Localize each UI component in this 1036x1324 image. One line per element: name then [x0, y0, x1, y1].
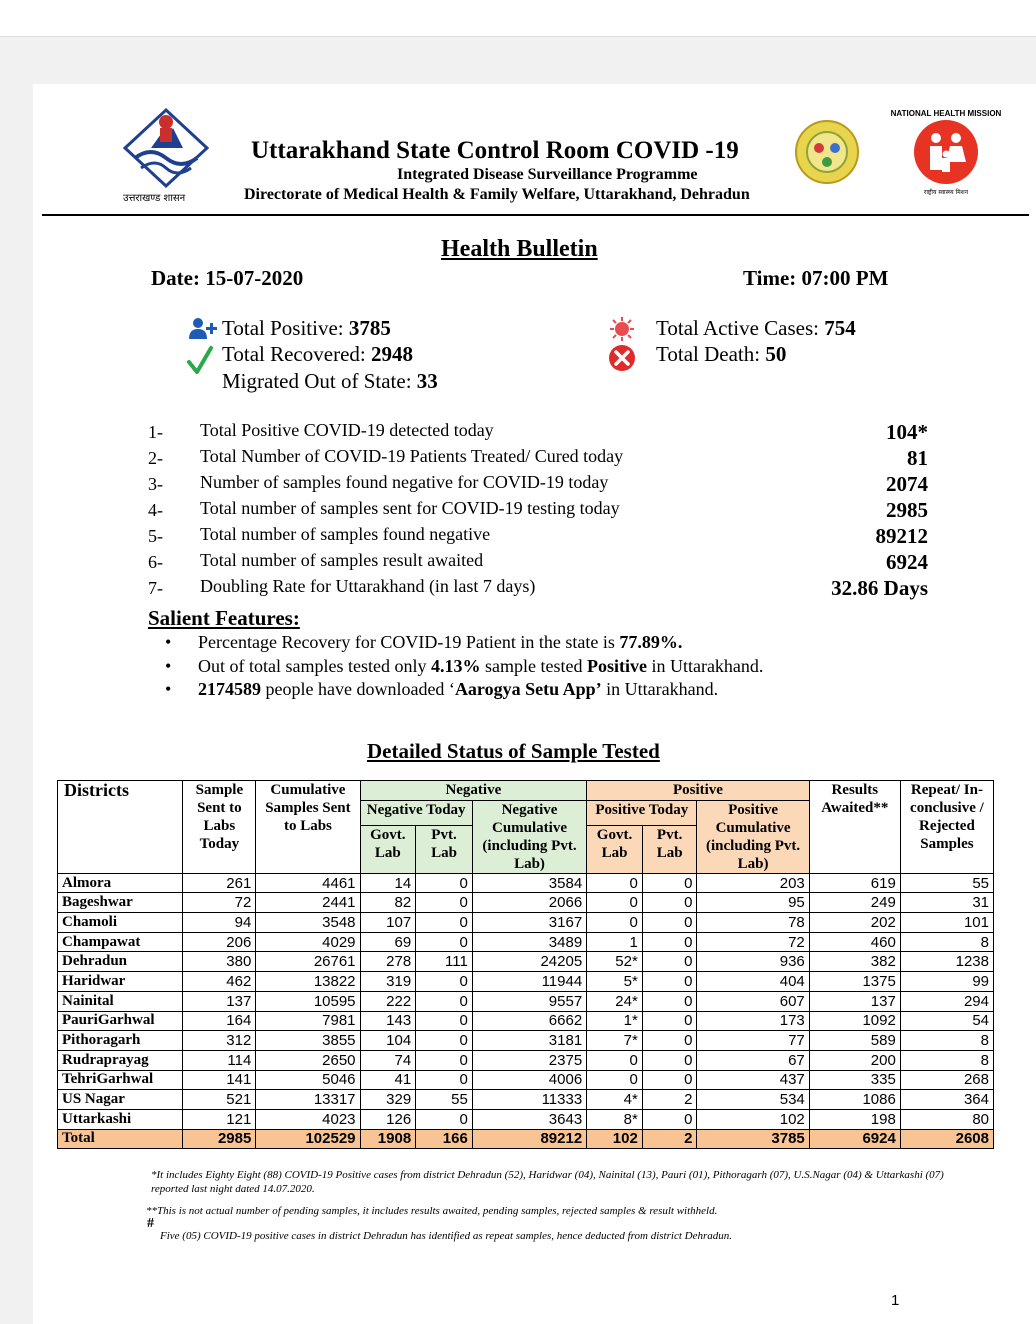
total-death-stat — [656, 342, 786, 367]
total-positive-stat — [222, 316, 391, 341]
value-cell: 141 — [183, 1070, 256, 1090]
salient-features-heading: Salient Features: — [148, 606, 300, 630]
bulletin-date: Date: 15-07-2020 — [151, 266, 304, 290]
value-cell: 0 — [642, 1109, 697, 1129]
value-cell: 222 — [360, 991, 416, 1011]
value-cell: 82 — [360, 893, 416, 913]
value-cell: 52* — [587, 952, 643, 972]
active-cases-value: 754 — [824, 316, 856, 340]
indicator-row — [148, 446, 928, 472]
value-cell: 102 — [587, 1129, 643, 1149]
bullet-text: in Uttarakhand. — [646, 655, 764, 676]
value-cell: 24205 — [472, 952, 586, 972]
district-cell: Champawat — [58, 932, 183, 952]
value-cell: 203 — [697, 873, 809, 893]
header-repeat: Repeat/ In-conclusive / Rejected Samples — [900, 781, 993, 874]
add-user-icon — [188, 317, 218, 341]
table-row — [58, 913, 994, 933]
value-cell: 2441 — [256, 893, 360, 913]
total-death-label: Total Death: — [656, 342, 766, 366]
value-cell: 0 — [587, 913, 643, 933]
value-cell: 173 — [697, 1011, 809, 1031]
value-cell: 2 — [642, 1090, 697, 1110]
bullet-text: Out of total samples tested only — [198, 655, 431, 676]
browser-top-band — [0, 0, 1036, 37]
value-cell: 3167 — [472, 913, 586, 933]
table-row — [58, 1090, 994, 1110]
bullet-bold: 4.13% — [430, 655, 481, 676]
bulletin-time: Time: 07:00 PM — [743, 266, 889, 290]
indicator-label: Total number of samples found negative — [200, 524, 491, 544]
value-cell: 10595 — [256, 991, 360, 1011]
value-cell: 164 — [183, 1011, 256, 1031]
value-cell: 24* — [587, 991, 643, 1011]
value-cell: 1* — [587, 1011, 643, 1031]
value-cell: 0 — [416, 1050, 473, 1070]
value-cell: 89212 — [472, 1129, 586, 1149]
value-cell: 3785 — [697, 1129, 809, 1149]
header-subtitle-programme: Integrated Disease Surveillance Programme — [397, 166, 698, 183]
migrated-value: 33 — [416, 369, 438, 393]
value-cell: 78 — [697, 913, 809, 933]
bulletin-heading: Health Bulletin — [441, 236, 598, 262]
footnote-double-asterisk: **This is not actual number of pending samples, it includes results awaited, pending samples, rejected samples & result withheld. — [146, 1205, 718, 1217]
value-cell: 6662 — [472, 1011, 586, 1031]
table-row — [58, 1031, 994, 1051]
header-pos-today: Positive Today — [587, 800, 697, 825]
table-body — [58, 873, 994, 1149]
indicator-label: Total Positive COVID-19 detected today — [200, 420, 494, 440]
bullet-item — [198, 632, 763, 656]
value-cell: 11333 — [472, 1090, 586, 1110]
indicator-label: Doubling Rate for Uttarakhand (in last 7 days) — [200, 576, 536, 596]
total-row — [58, 1129, 994, 1149]
indicator-value: 104* — [886, 420, 928, 444]
value-cell: 137 — [183, 991, 256, 1011]
value-cell: 0 — [642, 1070, 697, 1090]
value-cell: 94 — [183, 913, 256, 933]
value-cell: 7981 — [256, 1011, 360, 1031]
value-cell: 74 — [360, 1050, 416, 1070]
header-pos-cumulative: Positive Cumulative (including Pvt. Lab) — [697, 800, 809, 873]
value-cell: 0 — [642, 913, 697, 933]
header-results-awaited: Results Awaited** — [809, 781, 900, 874]
value-cell: 4461 — [256, 873, 360, 893]
bullet-bold: Aarogya Setu App’ — [454, 679, 602, 699]
value-cell: 0 — [642, 1050, 697, 1070]
value-cell: 4* — [587, 1090, 643, 1110]
value-cell: 55 — [900, 873, 993, 893]
value-cell: 0 — [416, 1011, 473, 1031]
value-cell: 0 — [642, 1011, 697, 1031]
value-cell: 111 — [416, 952, 473, 972]
indicator-row — [148, 498, 928, 524]
value-cell: 121 — [183, 1109, 256, 1129]
value-cell: 95 — [697, 893, 809, 913]
value-cell: 7* — [587, 1031, 643, 1051]
nhm-bottom-text: राष्ट्रीय स्वास्थ्य मिशन — [923, 189, 969, 196]
value-cell: 4006 — [472, 1070, 586, 1090]
document-page — [33, 84, 1036, 1324]
value-cell: 3181 — [472, 1031, 586, 1051]
value-cell: 55 — [416, 1090, 473, 1110]
value-cell: 0 — [642, 972, 697, 992]
total-recovered-label: Total Recovered: — [222, 342, 371, 366]
value-cell: 102 — [697, 1109, 809, 1129]
idsp-logo — [793, 118, 861, 186]
bullet-item — [198, 679, 763, 703]
total-death-value: 50 — [765, 342, 787, 366]
district-cell: Rudraprayag — [58, 1050, 183, 1070]
value-cell: 1092 — [809, 1011, 900, 1031]
table-row — [58, 1050, 994, 1070]
value-cell: 0 — [587, 1070, 643, 1090]
value-cell: 294 — [900, 991, 993, 1011]
bullet-text: in Uttarakhand. — [601, 679, 719, 699]
total-positive-label: Total Positive: — [222, 316, 349, 340]
table-row — [58, 1109, 994, 1129]
indicator-row — [148, 524, 928, 550]
value-cell: 143 — [360, 1011, 416, 1031]
value-cell: 72 — [697, 932, 809, 952]
value-cell: 26761 — [256, 952, 360, 972]
value-cell: 534 — [697, 1090, 809, 1110]
value-cell: 619 — [809, 873, 900, 893]
value-cell: 0 — [416, 932, 473, 952]
table-row — [58, 952, 994, 972]
value-cell: 278 — [360, 952, 416, 972]
indicator-index: 4- — [148, 500, 163, 520]
header-neg-pvt-lab: Pvt. Lab — [416, 825, 473, 873]
district-cell: Total — [58, 1129, 183, 1149]
header-pos-pvt-lab: Pvt. Lab — [642, 825, 697, 873]
district-cell: Nainital — [58, 991, 183, 1011]
header-neg-govt-lab: Govt. Lab — [360, 825, 416, 873]
salient-features-list — [198, 632, 763, 703]
value-cell: 54 — [900, 1011, 993, 1031]
bullet-item — [198, 656, 763, 680]
total-recovered-value: 2948 — [370, 342, 413, 366]
value-cell: 202 — [809, 913, 900, 933]
migrated-label: Migrated Out of State: — [222, 369, 417, 393]
value-cell: 9557 — [472, 991, 586, 1011]
header-pos-govt-lab: Govt. Lab — [587, 825, 643, 873]
total-recovered-stat — [222, 342, 413, 367]
migrated-stat — [222, 369, 438, 394]
value-cell: 41 — [360, 1070, 416, 1090]
sample-status-table — [57, 780, 994, 1149]
value-cell: 198 — [809, 1109, 900, 1129]
value-cell: 5046 — [256, 1070, 360, 1090]
value-cell: 0 — [642, 873, 697, 893]
header-cumulative: Cumulative Samples Sent to Labs — [256, 781, 360, 874]
value-cell: 206 — [183, 932, 256, 952]
value-cell: 2375 — [472, 1050, 586, 1070]
value-cell: 0 — [642, 952, 697, 972]
indicator-value: 2074 — [886, 472, 928, 496]
numbered-indicators — [148, 420, 928, 602]
value-cell: 137 — [809, 991, 900, 1011]
indicator-index: 3- — [148, 474, 163, 494]
value-cell: 2608 — [900, 1129, 993, 1149]
footnote-hash: Five (05) COVID-19 positive cases in district Dehradun has identified as repeat samples, hence deducted from district Dehradun. — [160, 1230, 732, 1242]
table-row — [58, 1070, 994, 1090]
value-cell: 8 — [900, 1031, 993, 1051]
value-cell: 13822 — [256, 972, 360, 992]
value-cell: 2985 — [183, 1129, 256, 1149]
value-cell: 0 — [642, 932, 697, 952]
district-cell: Uttarkashi — [58, 1109, 183, 1129]
indicator-index: 6- — [148, 552, 163, 572]
value-cell: 589 — [809, 1031, 900, 1051]
indicator-index: 5- — [148, 526, 163, 546]
state-logo-caption: उत्तराखण्ड शासन — [123, 193, 186, 204]
value-cell: 77 — [697, 1031, 809, 1051]
district-cell: Bageshwar — [58, 893, 183, 913]
value-cell: 0 — [642, 991, 697, 1011]
value-cell: 3584 — [472, 873, 586, 893]
indicator-value: 6924 — [886, 550, 928, 574]
table-row — [58, 991, 994, 1011]
header-positive: Positive — [587, 781, 810, 801]
bullet-text: Percentage Recovery for COVID-19 Patient in the state is — [198, 632, 620, 652]
district-cell: PauriGarhwal — [58, 1011, 183, 1031]
district-cell: Haridwar — [58, 972, 183, 992]
total-positive-value: 3785 — [348, 316, 391, 340]
page-number: 1 — [891, 1292, 900, 1309]
table-row — [58, 1011, 994, 1031]
header-negative: Negative — [360, 781, 587, 801]
bullet-bold: 77.89%. — [619, 632, 683, 652]
nhm-ring-text: NATIONAL HEALTH MISSION — [890, 109, 1002, 118]
value-cell: 31 — [900, 893, 993, 913]
value-cell: 166 — [416, 1129, 473, 1149]
district-cell: TehriGarhwal — [58, 1070, 183, 1090]
value-cell: 437 — [697, 1070, 809, 1090]
value-cell: 0 — [587, 873, 643, 893]
indicator-row — [148, 576, 928, 602]
value-cell: 67 — [697, 1050, 809, 1070]
district-cell: Dehradun — [58, 952, 183, 972]
virus-icon — [607, 316, 637, 342]
close-circle-icon — [608, 344, 636, 372]
header-neg-cumulative: Negative Cumulative (including Pvt. Lab) — [472, 800, 586, 873]
value-cell: 0 — [416, 873, 473, 893]
value-cell: 3643 — [472, 1109, 586, 1129]
table-row — [58, 932, 994, 952]
value-cell: 1238 — [900, 952, 993, 972]
value-cell: 404 — [697, 972, 809, 992]
value-cell: 8* — [587, 1109, 643, 1129]
bullet-text: sample tested — [480, 655, 587, 676]
value-cell: 2 — [642, 1129, 697, 1149]
table-row — [58, 873, 994, 893]
indicator-label: Total number of samples sent for COVID-19 testing today — [200, 498, 620, 518]
value-cell: 380 — [183, 952, 256, 972]
bullet-bold: Positive — [586, 655, 647, 676]
value-cell: 0 — [416, 893, 473, 913]
nhm-logo — [890, 108, 1002, 196]
indicator-value: 89212 — [875, 524, 928, 548]
bullet-text: people have downloaded ‘ — [261, 679, 455, 699]
active-cases-label: Total Active Cases: — [656, 316, 825, 340]
value-cell: 3489 — [472, 932, 586, 952]
footnote-hash-mark: # — [147, 1216, 154, 1231]
value-cell: 335 — [809, 1070, 900, 1090]
value-cell: 101 — [900, 913, 993, 933]
header-title: Uttarakhand State Control Room COVID -19 — [251, 137, 739, 164]
table-row — [58, 893, 994, 913]
value-cell: 13317 — [256, 1090, 360, 1110]
value-cell: 3548 — [256, 913, 360, 933]
indicator-value: 81 — [907, 446, 928, 470]
value-cell: 99 — [900, 972, 993, 992]
indicator-value: 2985 — [886, 498, 928, 522]
value-cell: 0 — [587, 893, 643, 913]
value-cell: 8 — [900, 932, 993, 952]
value-cell: 382 — [809, 952, 900, 972]
value-cell: 460 — [809, 932, 900, 952]
table-heading: Detailed Status of Sample Tested — [367, 739, 660, 763]
indicator-index: 2- — [148, 448, 163, 468]
value-cell: 102529 — [256, 1129, 360, 1149]
indicator-value: 32.86 Days — [831, 576, 928, 600]
district-cell: US Nagar — [58, 1090, 183, 1110]
indicator-label: Number of samples found negative for COVID-19 today — [200, 472, 609, 492]
value-cell: 0 — [416, 913, 473, 933]
value-cell: 8 — [900, 1050, 993, 1070]
indicator-label: Total Number of COVID-19 Patients Treated/ Cured today — [200, 446, 624, 466]
value-cell: 2066 — [472, 893, 586, 913]
uttarakhand-govt-logo — [121, 106, 211, 188]
value-cell: 126 — [360, 1109, 416, 1129]
value-cell: 200 — [809, 1050, 900, 1070]
value-cell: 4023 — [256, 1109, 360, 1129]
value-cell: 607 — [697, 991, 809, 1011]
header-districts: Districts — [58, 781, 183, 874]
value-cell: 114 — [183, 1050, 256, 1070]
indicator-row — [148, 550, 928, 576]
bullet-bold: 2174589 — [198, 679, 261, 699]
value-cell: 1908 — [360, 1129, 416, 1149]
value-cell: 3855 — [256, 1031, 360, 1051]
value-cell: 107 — [360, 913, 416, 933]
active-cases-stat — [656, 316, 856, 341]
value-cell: 80 — [900, 1109, 993, 1129]
value-cell: 0 — [416, 991, 473, 1011]
indicator-row — [148, 420, 928, 446]
header-sample-sent: Sample Sent to Labs Today — [183, 781, 256, 874]
value-cell: 936 — [697, 952, 809, 972]
value-cell: 521 — [183, 1090, 256, 1110]
value-cell: 11944 — [472, 972, 586, 992]
value-cell: 0 — [642, 893, 697, 913]
value-cell: 2650 — [256, 1050, 360, 1070]
value-cell: 6924 — [809, 1129, 900, 1149]
checkmark-icon — [187, 346, 213, 376]
district-cell: Chamoli — [58, 913, 183, 933]
value-cell: 1086 — [809, 1090, 900, 1110]
header-subtitle-directorate: Directorate of Medical Health & Family Welfare, Uttarakhand, Dehradun — [244, 186, 750, 203]
indicator-label: Total number of samples result awaited — [200, 550, 484, 570]
table-row — [58, 972, 994, 992]
value-cell: 312 — [183, 1031, 256, 1051]
value-cell: 4029 — [256, 932, 360, 952]
value-cell: 462 — [183, 972, 256, 992]
value-cell: 0 — [587, 1050, 643, 1070]
indicator-index: 7- — [148, 578, 163, 598]
value-cell: 249 — [809, 893, 900, 913]
value-cell: 0 — [416, 1109, 473, 1129]
value-cell: 104 — [360, 1031, 416, 1051]
indicator-index: 1- — [148, 422, 163, 442]
value-cell: 364 — [900, 1090, 993, 1110]
value-cell: 69 — [360, 932, 416, 952]
district-cell: Almora — [58, 873, 183, 893]
value-cell: 72 — [183, 893, 256, 913]
value-cell: 319 — [360, 972, 416, 992]
value-cell: 0 — [642, 1031, 697, 1051]
value-cell: 0 — [416, 1031, 473, 1051]
value-cell: 1375 — [809, 972, 900, 992]
value-cell: 1 — [587, 932, 643, 952]
district-cell: Pithoragarh — [58, 1031, 183, 1051]
header-rule — [42, 214, 1029, 216]
value-cell: 329 — [360, 1090, 416, 1110]
indicator-row — [148, 472, 928, 498]
value-cell: 14 — [360, 873, 416, 893]
value-cell: 261 — [183, 873, 256, 893]
value-cell: 0 — [416, 1070, 473, 1090]
value-cell: 5* — [587, 972, 643, 992]
header-neg-today: Negative Today — [360, 800, 472, 825]
value-cell: 268 — [900, 1070, 993, 1090]
footnote-asterisk: *It includes Eighty Eight (88) COVID-19 Positive cases from district Dehradun (52), Haridwar (04), Nainital (13), Pauri (01), Pithoragarh (07), U.S.Nagar (04) & Uttarkashi (07) reported last night dated 14.07.2020. — [151, 1169, 944, 1195]
value-cell: 0 — [416, 972, 473, 992]
